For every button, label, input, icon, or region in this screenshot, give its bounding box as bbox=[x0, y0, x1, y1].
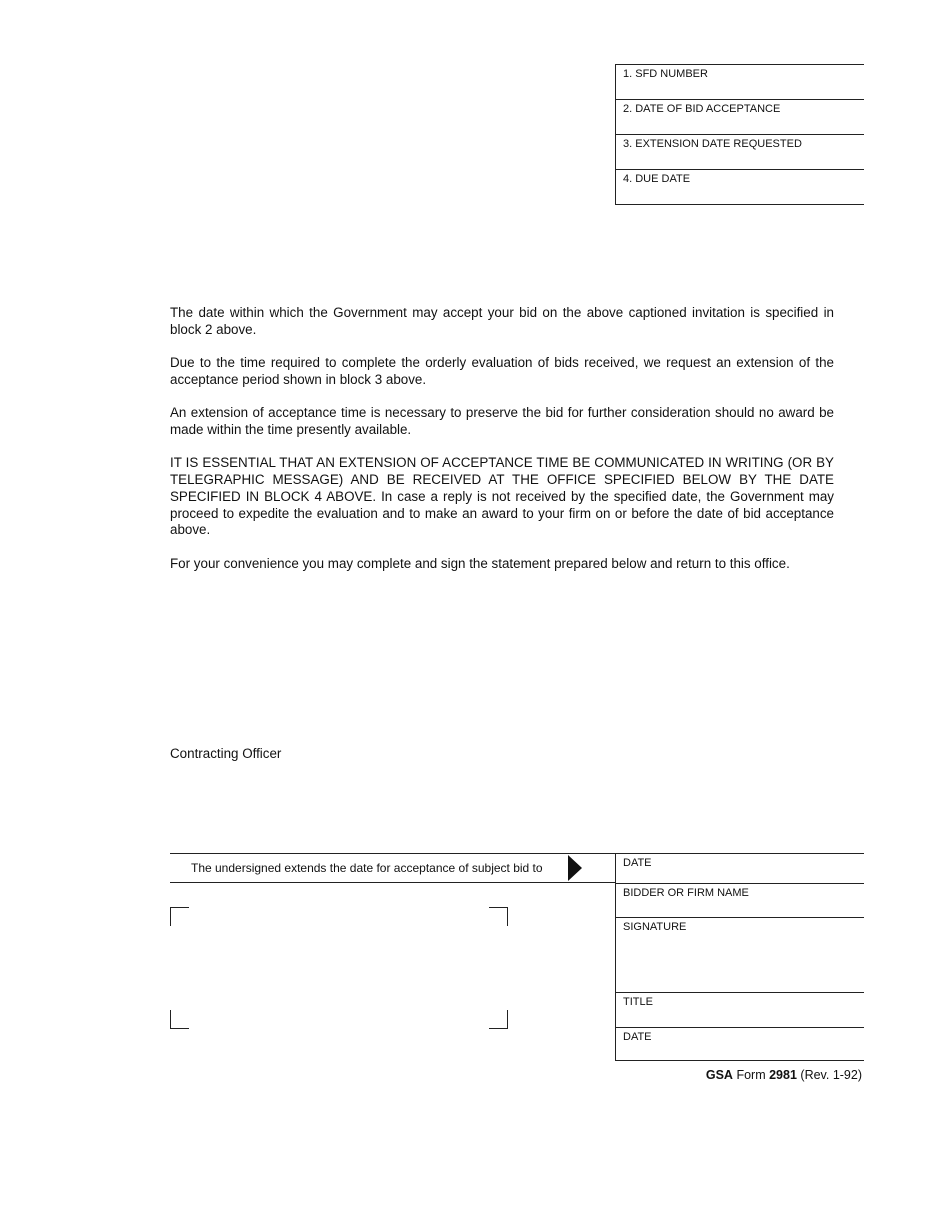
sfd-number-field[interactable]: 1. SFD NUMBER bbox=[616, 64, 864, 99]
contracting-officer-label: Contracting Officer bbox=[170, 746, 282, 761]
signer-title-field[interactable]: TITLE bbox=[616, 992, 864, 1027]
extension-statement-text: The undersigned extends the date for acceptance of subject bid to bbox=[191, 861, 543, 875]
bid-acceptance-date-field[interactable]: 2. DATE OF BID ACCEPTANCE bbox=[616, 99, 864, 134]
address-corner-bottom-right bbox=[489, 1010, 508, 1029]
paragraph-1: The date within which the Government may accept your bid on the above captioned invitation is specified in block 2 above. bbox=[170, 305, 834, 337]
arrow-right-icon bbox=[568, 855, 582, 881]
paragraph-5: For your convenience you may complete and sign the statement prepared below and return to this office. bbox=[170, 555, 790, 571]
response-fields-block bbox=[615, 853, 864, 1061]
paragraph-4: IT IS ESSENTIAL THAT AN EXTENSION OF ACCEPTANCE TIME BE COMMUNICATED IN WRITING (OR BY TELEGRAPHIC MESSAGE) AND BE RECEIVED AT THE OFFICE SPECIFIED BELOW BY THE DATE SPECIFIED IN BLOCK 4 ABOVE. In case a reply is not received by the specified date, the Government may proceed to expedite the evaluation and to make an award to your firm on or before the date of bid acceptance above. bbox=[170, 455, 834, 538]
paragraph-2: Due to the time required to complete the orderly evaluation of bids received, we request an extension of the acceptance period shown in block 3 above. bbox=[170, 355, 834, 387]
paragraph-3: An extension of acceptance time is necessary to preserve the bid for further consideration should no award be made within the time presently available. bbox=[170, 405, 834, 437]
signature-date-field[interactable]: DATE bbox=[616, 1027, 864, 1061]
address-corner-bottom-left bbox=[170, 1010, 189, 1029]
extension-date-response-field[interactable]: DATE bbox=[616, 853, 864, 883]
extension-statement-bar bbox=[170, 853, 615, 883]
form-number: 2981 bbox=[769, 1068, 797, 1082]
extension-date-field[interactable]: 3. EXTENSION DATE REQUESTED bbox=[616, 134, 864, 169]
signature-field[interactable]: SIGNATURE bbox=[616, 917, 864, 992]
form-revision: (Rev. 1-92) bbox=[800, 1068, 862, 1082]
due-date-field[interactable]: 4. DUE DATE bbox=[616, 169, 864, 205]
header-info-block bbox=[615, 64, 864, 205]
address-corner-top-left bbox=[170, 907, 189, 926]
address-corner-top-right bbox=[489, 907, 508, 926]
form-identifier bbox=[706, 1068, 862, 1083]
form-word: Form bbox=[736, 1068, 766, 1082]
letter-body bbox=[170, 305, 834, 589]
form-agency: GSA bbox=[705, 1068, 733, 1082]
bidder-name-field[interactable]: BIDDER OR FIRM NAME bbox=[616, 883, 864, 917]
